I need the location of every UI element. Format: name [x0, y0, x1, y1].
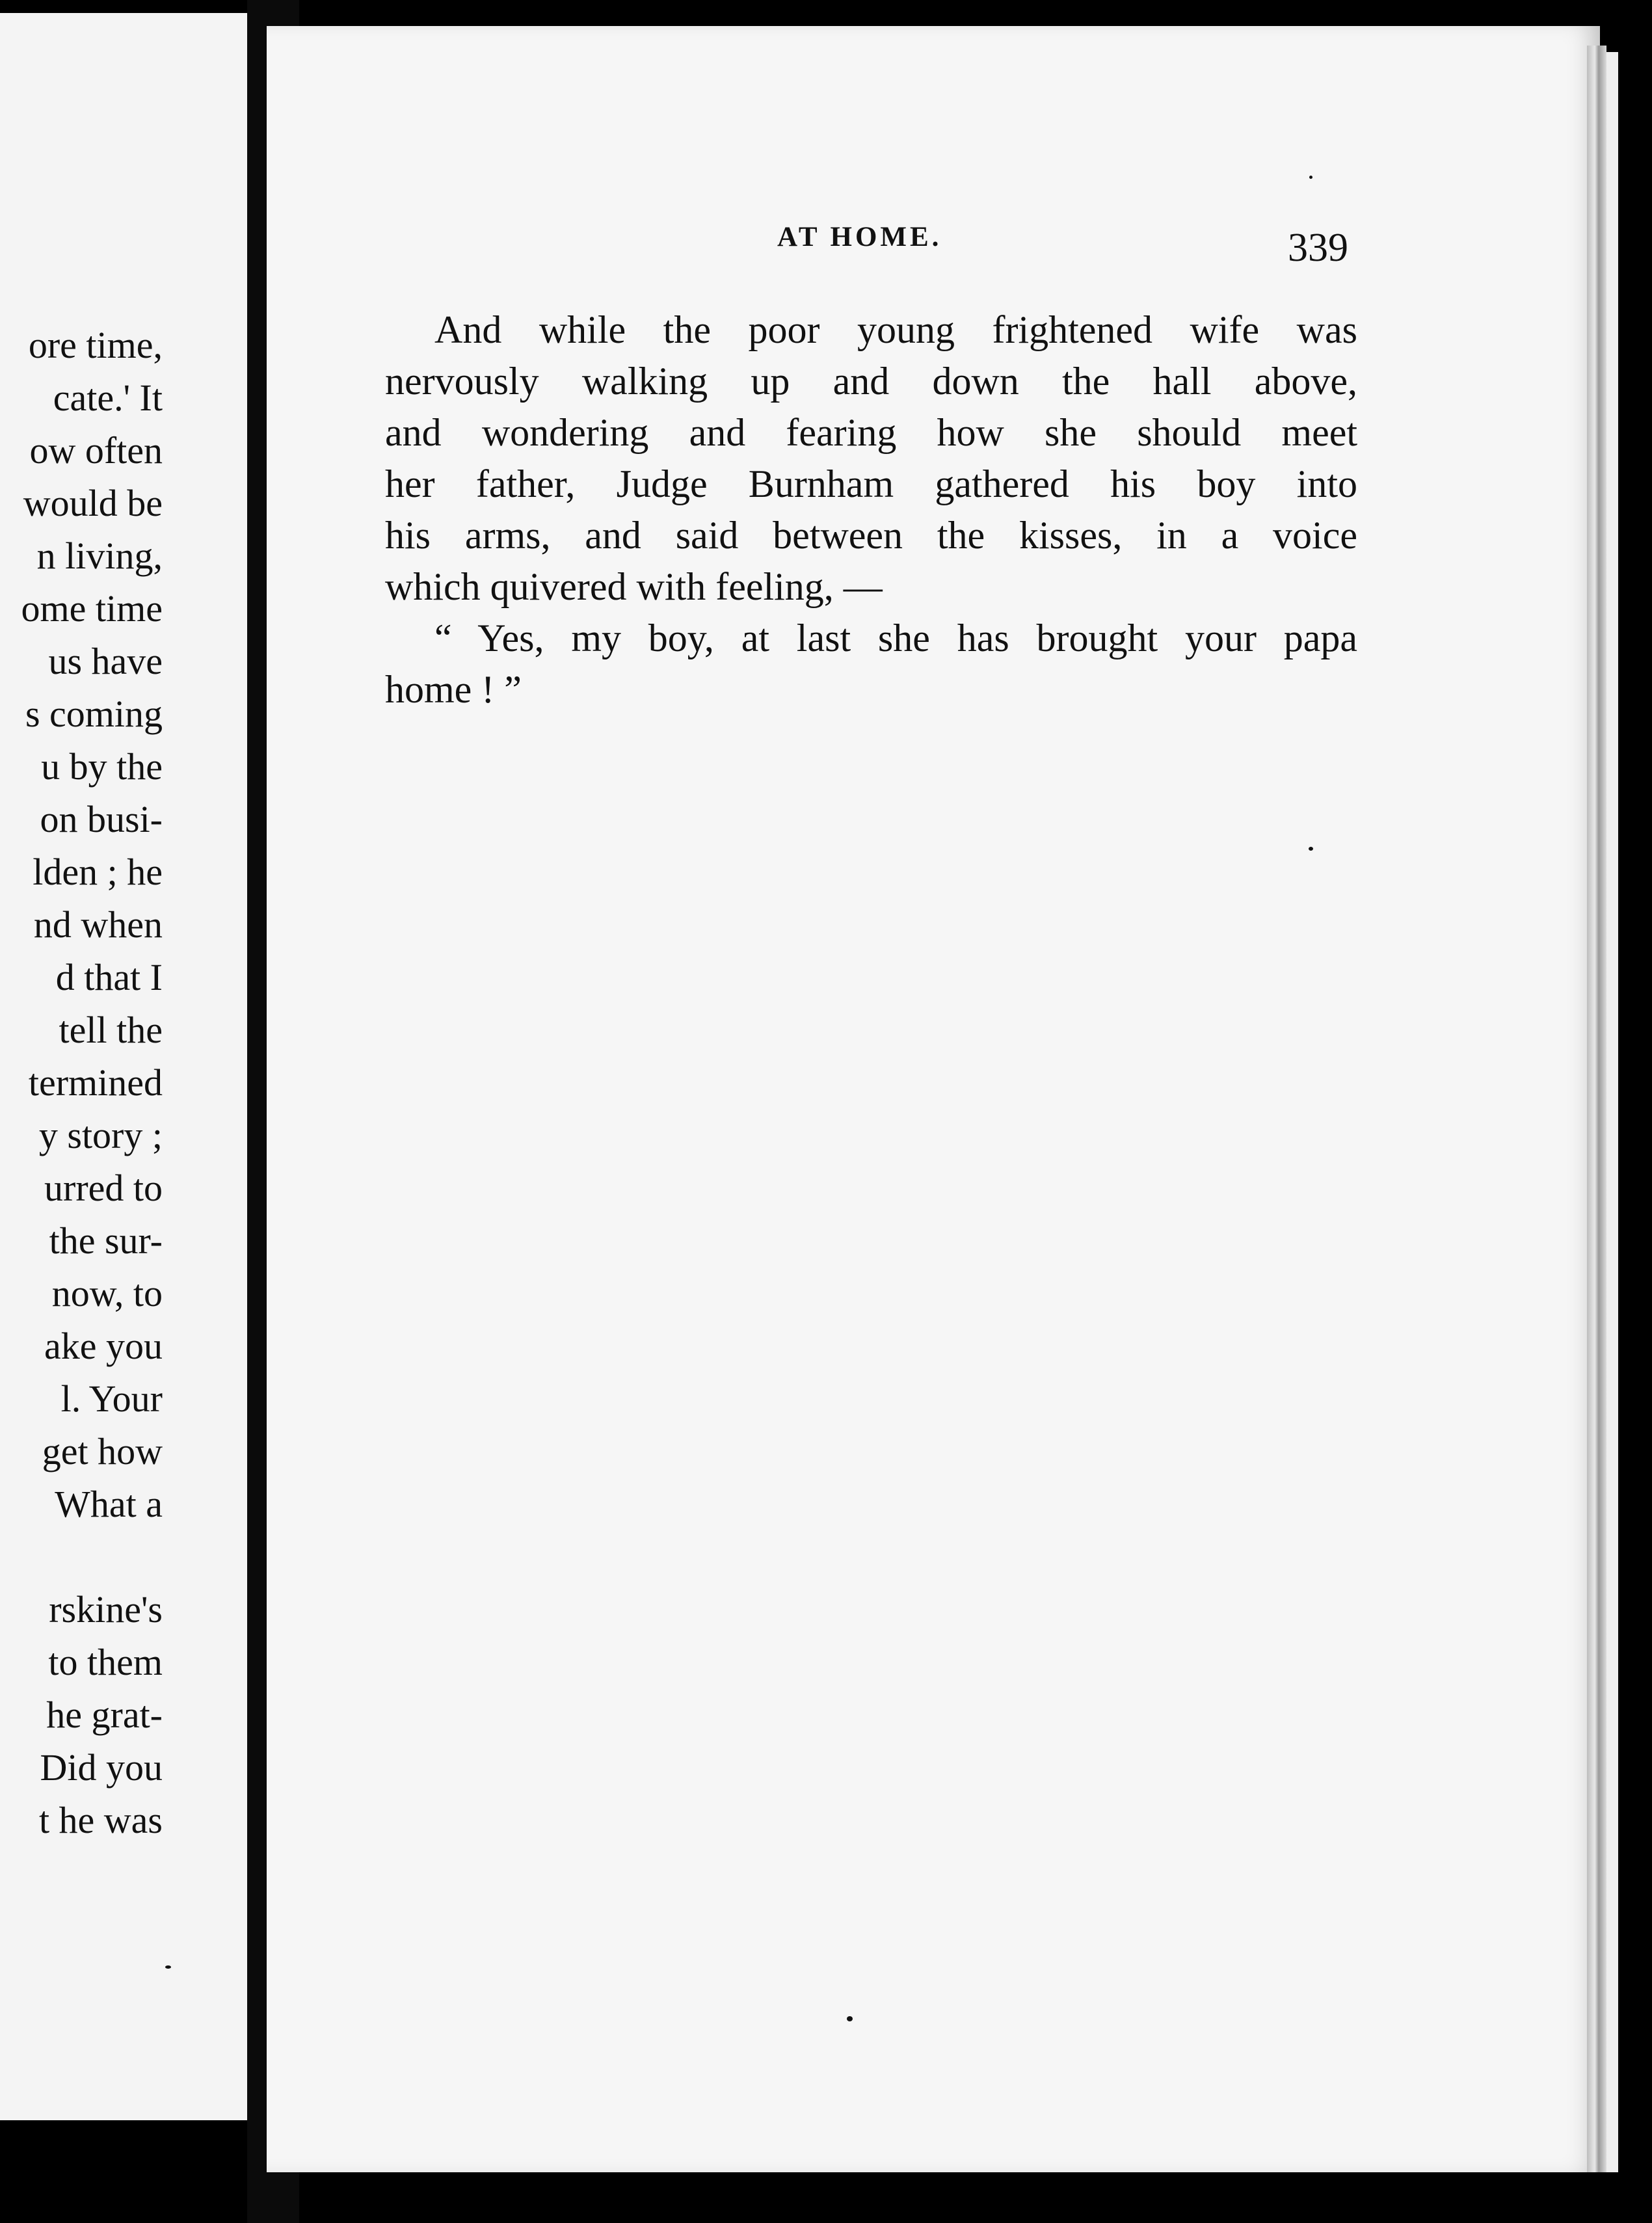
text-line: which quivered with feeling, —	[385, 565, 883, 608]
text-line: And while the poor young frightened wife was	[434, 308, 1357, 351]
text-line: y story ;	[38, 1114, 163, 1156]
text-line: What a	[55, 1483, 163, 1525]
text-line: d that I	[55, 956, 163, 998]
ink-speck	[165, 1965, 171, 1969]
text-line: t he was	[38, 1799, 163, 1841]
previous-page-text	[0, 319, 163, 1846]
page-number: 339	[1288, 226, 1348, 270]
text-line: home ! ”	[385, 668, 522, 711]
text-line: would be	[23, 482, 163, 524]
text-line: on busi-	[40, 798, 163, 840]
text-line: ome time	[21, 587, 163, 630]
previous-page	[0, 13, 273, 2120]
text-line: rskine's	[49, 1588, 163, 1631]
text-line: cate.' It	[53, 377, 163, 419]
text-line: his arms, and said between the kisses, in a voice	[385, 514, 1357, 557]
text-line: now, to	[51, 1272, 163, 1314]
text-line: nd when	[33, 903, 163, 946]
text-line: he grat-	[46, 1694, 163, 1736]
text-line: us have	[48, 640, 163, 682]
text-line: the sur-	[49, 1219, 163, 1262]
body-text	[385, 304, 1357, 715]
text-line: get how	[42, 1430, 163, 1472]
text-line: n living,	[36, 535, 163, 577]
paragraph-gap	[0, 1530, 163, 1583]
text-line: to them	[48, 1641, 163, 1683]
text-line: “ Yes, my boy, at last she has brought your papa	[434, 617, 1357, 659]
text-line: ake you	[44, 1325, 163, 1367]
text-line: ore time,	[28, 324, 163, 366]
text-line: l. Your	[60, 1378, 163, 1420]
back-cover-edge	[1606, 52, 1618, 2172]
ink-speck	[1309, 176, 1312, 179]
running-head: AT HOME.	[777, 222, 942, 252]
text-line: her father, Judge Burnham gathered his boy into	[385, 462, 1357, 505]
page-edge	[1587, 46, 1606, 2172]
text-line: and wondering and fearing how she should meet	[385, 411, 1357, 454]
text-line: lden ; he	[33, 851, 163, 893]
text-line: termined	[28, 1061, 163, 1104]
ink-speck	[1309, 847, 1313, 851]
text-line: nervously walking up and down the hall above,	[385, 360, 1357, 403]
text-line: u by the	[41, 745, 163, 788]
text-line: tell the	[59, 1009, 163, 1051]
text-line: Did you	[40, 1746, 163, 1789]
ink-speck	[847, 2016, 853, 2021]
text-line: urred to	[44, 1167, 163, 1209]
text-line: s coming	[25, 693, 163, 735]
text-line: ow often	[29, 429, 163, 472]
